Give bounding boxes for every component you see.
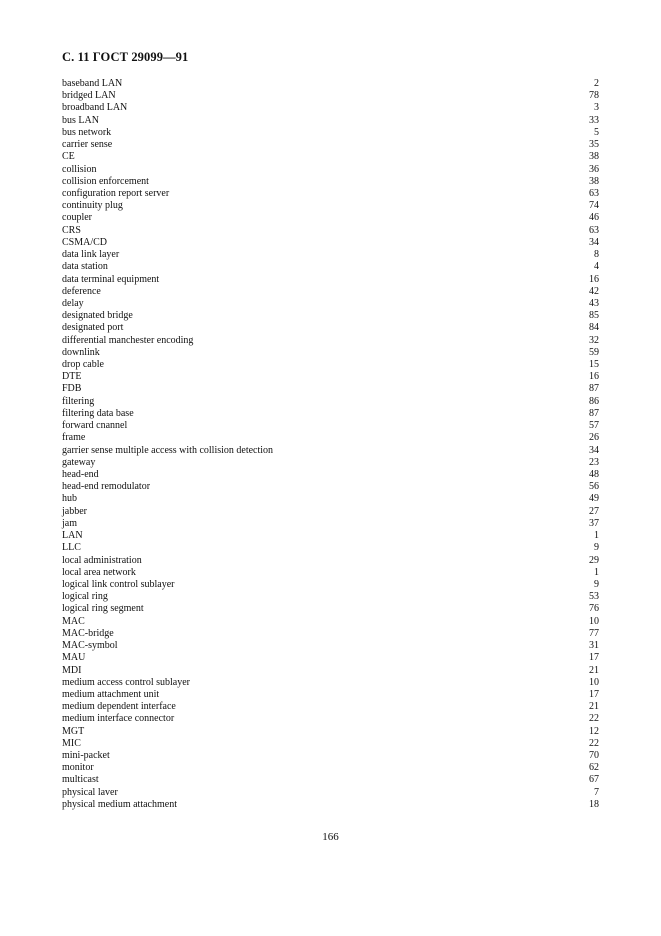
index-entry xyxy=(62,677,599,689)
index-page-ref: 12 xyxy=(589,725,599,737)
index-term: broadband LAN xyxy=(62,102,128,114)
index-entry xyxy=(62,115,599,127)
index-page-ref: 10 xyxy=(589,676,599,688)
index-page-ref: 36 xyxy=(589,163,599,175)
index-term: collision enforcement xyxy=(62,175,149,187)
index-page-ref: 53 xyxy=(589,591,599,603)
index-page-ref: 67 xyxy=(589,774,599,786)
index-page-ref: 3 xyxy=(594,102,599,114)
index-page-ref: 5 xyxy=(594,126,599,138)
index-entry xyxy=(62,420,599,432)
index-entry xyxy=(62,542,599,554)
index-term: designated port xyxy=(62,322,124,334)
index-entry xyxy=(62,383,599,395)
index-page-ref: 34 xyxy=(589,236,599,248)
index-term: collision xyxy=(62,163,97,175)
page-header: С. 11 ГОСТ 29099—91 xyxy=(62,50,189,64)
index-entry xyxy=(62,640,599,652)
index-entry xyxy=(62,689,599,701)
index-page-ref: 9 xyxy=(594,542,599,554)
index-term: downlink xyxy=(62,346,100,358)
index-entry xyxy=(62,787,599,799)
index-term: CSMA/CD xyxy=(62,236,108,248)
index-page-ref: 4 xyxy=(594,261,599,273)
index-page-ref: 84 xyxy=(589,322,599,334)
index-term: filtering xyxy=(62,395,95,407)
index-term: physical medium attachment xyxy=(62,798,177,810)
index-entry xyxy=(62,701,599,713)
index-term: MAC xyxy=(62,615,85,627)
index-term: logical link control sublayer xyxy=(62,578,175,590)
index-entry xyxy=(62,298,599,310)
index-term: medium attachment unit xyxy=(62,688,160,700)
index-term: gateway xyxy=(62,456,96,468)
index-entry xyxy=(62,432,599,444)
index-page-ref: 35 xyxy=(589,139,599,151)
index-entry xyxy=(62,274,599,286)
index-page-ref: 63 xyxy=(589,224,599,236)
index-page-ref: 59 xyxy=(589,346,599,358)
index-entry xyxy=(62,151,599,163)
index-term: jabber xyxy=(62,505,87,517)
index-term: designated bridge xyxy=(62,310,133,322)
index-term: coupler xyxy=(62,212,92,224)
index-term: delay xyxy=(62,297,84,309)
index-term: local administration xyxy=(62,554,142,566)
index-entry xyxy=(62,225,599,237)
index-entry xyxy=(62,188,599,200)
index-term: monitor xyxy=(62,762,94,774)
index-page-ref: 10 xyxy=(589,615,599,627)
index-page-ref: 21 xyxy=(589,664,599,676)
index-entry xyxy=(62,261,599,273)
index-page-ref: 38 xyxy=(589,175,599,187)
index-entry xyxy=(62,310,599,322)
index-term: data station xyxy=(62,261,108,273)
index-entry xyxy=(62,286,599,298)
index-page-ref: 56 xyxy=(589,481,599,493)
index-page-ref: 32 xyxy=(589,334,599,346)
index-term: forward cnannel xyxy=(62,420,128,432)
index-term: carrier sense xyxy=(62,139,113,151)
index-entry xyxy=(62,567,599,579)
index-entry xyxy=(62,78,599,90)
index-entry xyxy=(62,750,599,762)
index-term: LAN xyxy=(62,530,83,542)
index-page-ref: 70 xyxy=(589,750,599,762)
index-term: frame xyxy=(62,432,86,444)
index-entry xyxy=(62,665,599,677)
index-page-ref: 17 xyxy=(589,652,599,664)
index-term: differential manchester encoding xyxy=(62,334,194,346)
index-page-ref: 48 xyxy=(589,469,599,480)
index-page-ref: 57 xyxy=(589,420,599,432)
index-entry xyxy=(62,102,599,114)
index-entry xyxy=(62,90,599,102)
index-term: baseband LAN xyxy=(62,78,123,89)
index-term: logical ring xyxy=(62,591,108,603)
index-term: medium dependent interface xyxy=(62,701,176,713)
index-term: hub xyxy=(62,493,77,505)
index-entry xyxy=(62,628,599,640)
index-entry xyxy=(62,506,599,518)
index-page-ref: 2 xyxy=(594,78,599,89)
index-entry xyxy=(62,237,599,249)
index-page-ref: 1 xyxy=(594,566,599,578)
index-entry xyxy=(62,713,599,725)
index-entry xyxy=(62,738,599,750)
index-term: MDI xyxy=(62,664,82,676)
index-term: logical ring segment xyxy=(62,603,144,615)
index-entry xyxy=(62,359,599,371)
page-number: 166 xyxy=(322,831,339,843)
index-entry xyxy=(62,579,599,591)
index-term: bus LAN xyxy=(62,114,99,126)
index-page-ref: 37 xyxy=(589,517,599,529)
index-term: configuration report server xyxy=(62,187,170,199)
index-page-ref: 78 xyxy=(589,90,599,102)
index-term: filtering data base xyxy=(62,407,134,419)
index-term: DTE xyxy=(62,371,82,383)
index-page-ref: 31 xyxy=(589,640,599,652)
index-page-ref: 23 xyxy=(589,456,599,468)
index-page-ref: 18 xyxy=(589,798,599,810)
index-entry xyxy=(62,518,599,530)
term-index-list xyxy=(62,78,599,811)
index-page-ref: 7 xyxy=(594,786,599,798)
index-page-ref: 26 xyxy=(589,432,599,444)
index-entry xyxy=(62,603,599,615)
index-page-ref: 42 xyxy=(589,285,599,297)
index-entry xyxy=(62,139,599,151)
index-term: drop cable xyxy=(62,359,104,371)
index-term: head-end xyxy=(62,469,99,480)
index-entry xyxy=(62,335,599,347)
index-entry xyxy=(62,164,599,176)
index-page-ref: 87 xyxy=(589,383,599,395)
index-page-ref: 76 xyxy=(589,603,599,615)
index-entry xyxy=(62,249,599,261)
index-page-ref: 22 xyxy=(589,737,599,749)
index-page-ref: 8 xyxy=(594,249,599,261)
index-term: deference xyxy=(62,285,101,297)
index-entry xyxy=(62,799,599,811)
index-entry xyxy=(62,726,599,738)
index-term: MAU xyxy=(62,652,86,664)
index-term: continuity plug xyxy=(62,200,123,212)
index-entry xyxy=(62,530,599,542)
index-term: MAC-symbol xyxy=(62,640,118,652)
index-term: CRS xyxy=(62,224,81,236)
index-term: multicast xyxy=(62,774,99,786)
index-term: MIC xyxy=(62,737,81,749)
index-entry xyxy=(62,212,599,224)
index-page-ref: 74 xyxy=(589,200,599,212)
index-term: FDB xyxy=(62,383,82,395)
index-page-ref: 49 xyxy=(589,493,599,505)
index-page-ref: 43 xyxy=(589,297,599,309)
index-page-ref: 9 xyxy=(594,578,599,590)
index-page-ref: 16 xyxy=(589,273,599,285)
index-entry xyxy=(62,322,599,334)
index-page-ref: 22 xyxy=(589,713,599,725)
index-page-ref: 46 xyxy=(589,212,599,224)
index-entry xyxy=(62,445,599,457)
index-page-ref: 27 xyxy=(589,505,599,517)
index-term: physical laver xyxy=(62,786,118,798)
index-entry xyxy=(62,457,599,469)
index-page-ref: 85 xyxy=(589,310,599,322)
index-entry xyxy=(62,652,599,664)
index-page-ref: 16 xyxy=(589,371,599,383)
index-term: medium access control sublayer xyxy=(62,676,191,688)
index-page-ref: 38 xyxy=(589,151,599,163)
index-entry xyxy=(62,396,599,408)
index-term: head-end remodulator xyxy=(62,481,151,493)
index-term: medium interface connector xyxy=(62,713,175,725)
index-term: mini-packet xyxy=(62,750,110,762)
index-entry xyxy=(62,347,599,359)
index-page-ref: 87 xyxy=(589,407,599,419)
index-term: LLC xyxy=(62,542,81,554)
index-page-ref: 33 xyxy=(589,114,599,126)
index-term: data terminal equipment xyxy=(62,273,160,285)
index-entry xyxy=(62,200,599,212)
index-term: MGT xyxy=(62,725,85,737)
index-page-ref: 29 xyxy=(589,554,599,566)
index-page-ref: 34 xyxy=(589,444,599,456)
index-term: bus network xyxy=(62,126,112,138)
index-page-ref: 62 xyxy=(589,762,599,774)
index-term: local area network xyxy=(62,566,136,578)
index-term: garrier sense multiple access with collision detection xyxy=(62,444,274,456)
index-entry xyxy=(62,591,599,603)
index-page-ref: 77 xyxy=(589,627,599,639)
index-entry xyxy=(62,762,599,774)
index-entry xyxy=(62,176,599,188)
index-entry xyxy=(62,774,599,786)
index-entry xyxy=(62,371,599,383)
index-entry xyxy=(62,616,599,628)
index-page-ref: 17 xyxy=(589,688,599,700)
index-entry xyxy=(62,555,599,567)
index-page-ref: 21 xyxy=(589,701,599,713)
index-term: CE xyxy=(62,151,75,163)
index-entry xyxy=(62,127,599,139)
index-entry xyxy=(62,493,599,505)
index-term: bridged LAN xyxy=(62,90,116,102)
index-page-ref: 15 xyxy=(589,359,599,371)
index-term: jam xyxy=(62,517,77,529)
index-page-ref: 1 xyxy=(594,530,599,542)
index-page-ref: 86 xyxy=(589,395,599,407)
index-term: MAC-bridge xyxy=(62,627,114,639)
index-entry xyxy=(62,481,599,493)
index-entry xyxy=(62,469,599,481)
index-entry xyxy=(62,408,599,420)
index-term: data link layer xyxy=(62,249,120,261)
index-page-ref: 63 xyxy=(589,187,599,199)
